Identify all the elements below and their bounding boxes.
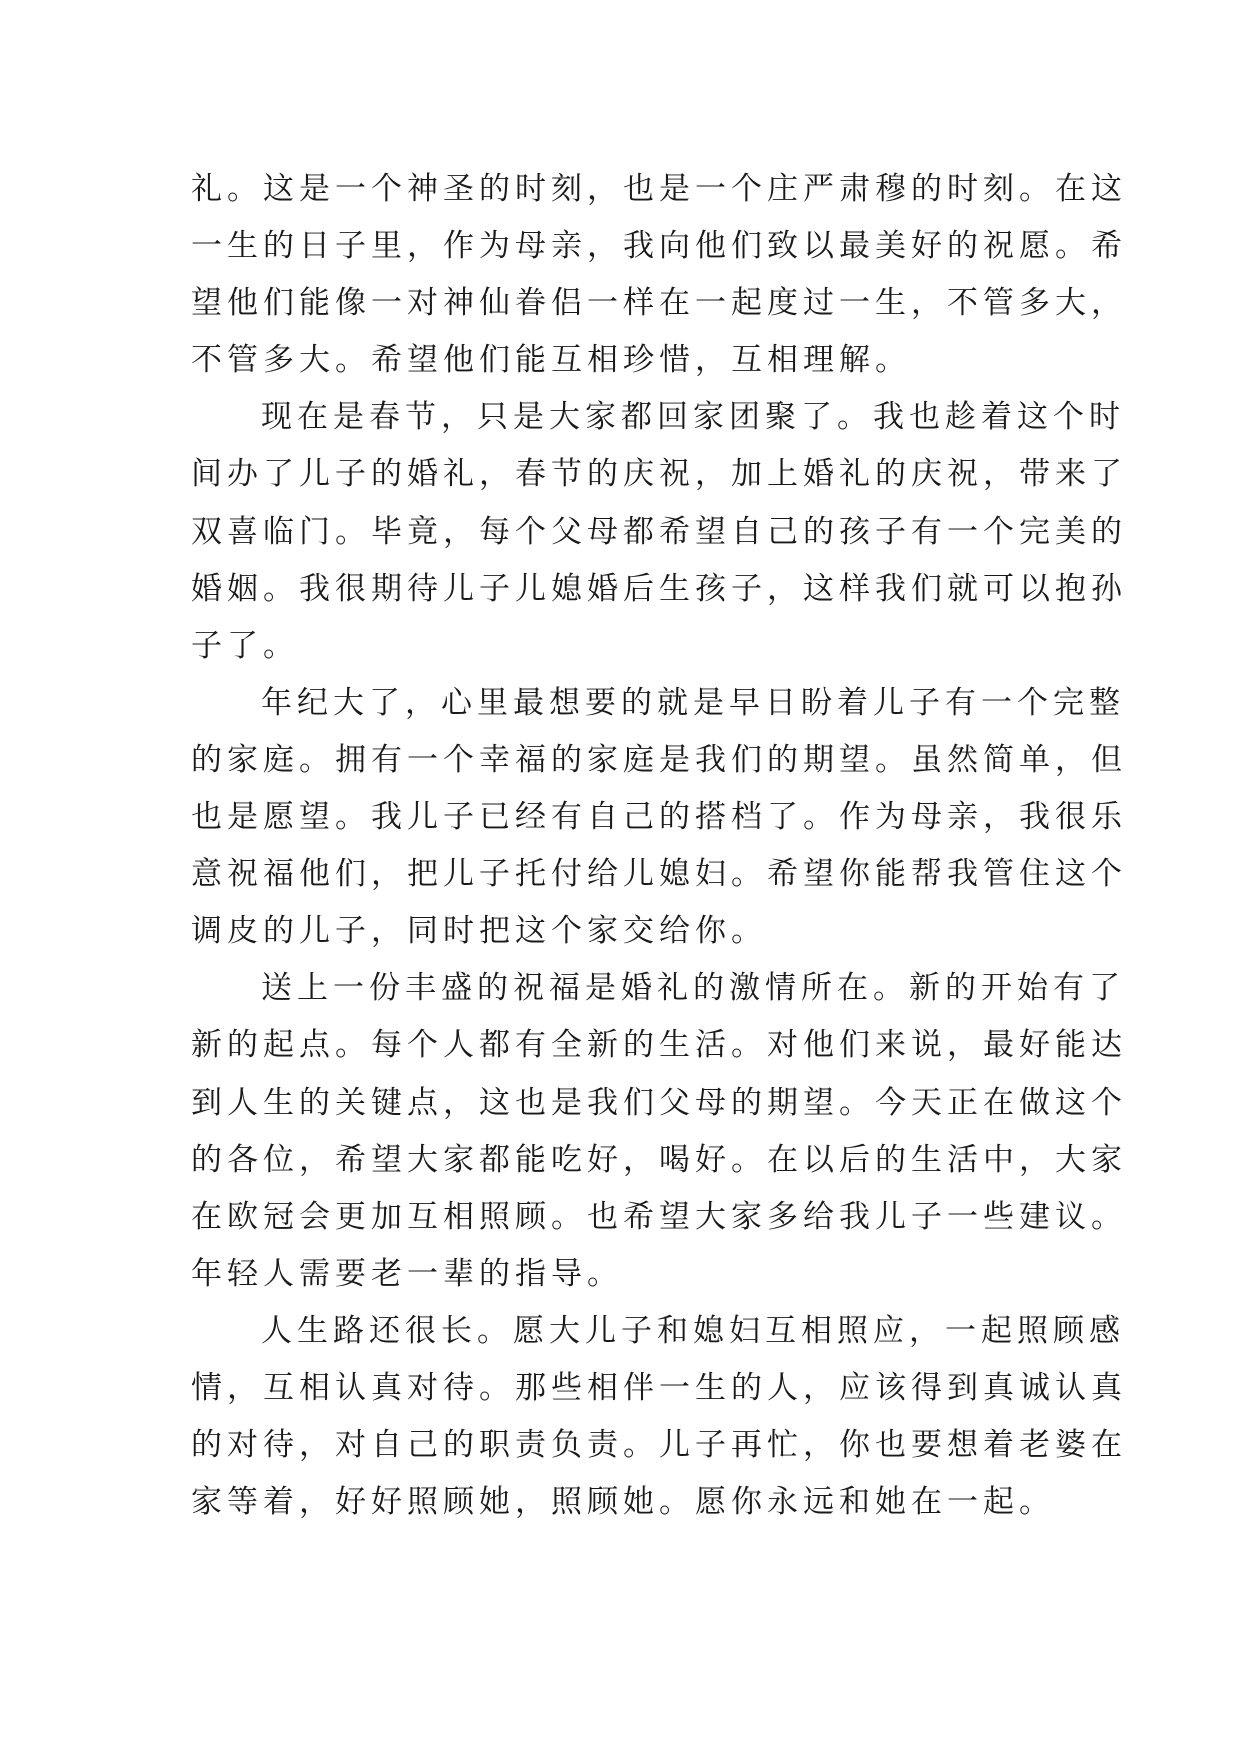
paragraph-start-line: 年纪大了，心里最想要的就是早日盼着儿子有一个完整 xyxy=(261,684,1125,721)
body-text xyxy=(191,161,1127,1531)
text-line: 情，互相认真对待。那些相伴一生的人，应该得到真诚认真 xyxy=(191,1369,1127,1406)
text-line: 礼。这是一个神圣的时刻，也是一个庄严肃穆的时刻。在这 xyxy=(191,171,1127,207)
paragraph-start-line: 现在是春节，只是大家都回家团聚了。我也趁着这个时 xyxy=(261,399,1125,436)
text-line: 新的起点。每个人都有全新的生活。对他们来说，最好能达 xyxy=(191,1027,1127,1064)
paragraph-start-line: 人生路还很长。愿大儿子和媳妇互相照应，一起照顾感 xyxy=(261,1312,1125,1349)
text-line: 一生的日子里，作为母亲，我向他们致以最美好的祝愿。希 xyxy=(191,228,1127,265)
text-line: 到人生的关键点，这也是我们父母的期望。今天正在做这个 xyxy=(191,1084,1127,1121)
text-line: 意祝福他们，把儿子托付给儿媳妇。希望你能帮我管住这个 xyxy=(191,856,1127,893)
text-line: 间办了儿子的婚礼，春节的庆祝，加上婚礼的庆祝，带来了 xyxy=(191,456,1127,493)
text-line: 家等着，好好照顾她，照顾她。愿你永远和她在一起。 xyxy=(191,1484,1055,1521)
paragraph-start-line: 送上一份丰盛的祝福是婚礼的激情所在。新的开始有了 xyxy=(261,970,1125,1007)
text-line: 不管多大。希望他们能互相珍惜，互相理解。 xyxy=(191,342,911,379)
text-line: 望他们能像一对神仙眷侣一样在一起度过一生，不管多大， xyxy=(191,285,1127,322)
text-line: 也是愿望。我儿子已经有自己的搭档了。作为母亲，我很乐 xyxy=(191,799,1127,836)
text-line: 在欧冠会更加互相照顾。也希望大家多给我儿子一些建议。 xyxy=(191,1198,1127,1235)
text-line: 的对待，对自己的职责负责。儿子再忙，你也要想着老婆在 xyxy=(191,1427,1127,1464)
text-line: 的各位，希望大家都能吃好，喝好。在以后的生活中，大家 xyxy=(191,1141,1127,1178)
text-line: 婚姻。我很期待儿子儿媳婚后生孩子，这样我们就可以抱孙 xyxy=(191,570,1127,607)
text-line: 年轻人需要老一辈的指导。 xyxy=(191,1255,623,1292)
text-line: 调皮的儿子，同时把这个家交给你。 xyxy=(191,913,767,950)
text-line: 的家庭。拥有一个幸福的家庭是我们的期望。虽然简单，但 xyxy=(191,741,1127,778)
text-line: 子了。 xyxy=(191,627,299,664)
text-line: 双喜临门。毕竟，每个父母都希望自己的孩子有一个完美的 xyxy=(191,513,1127,550)
